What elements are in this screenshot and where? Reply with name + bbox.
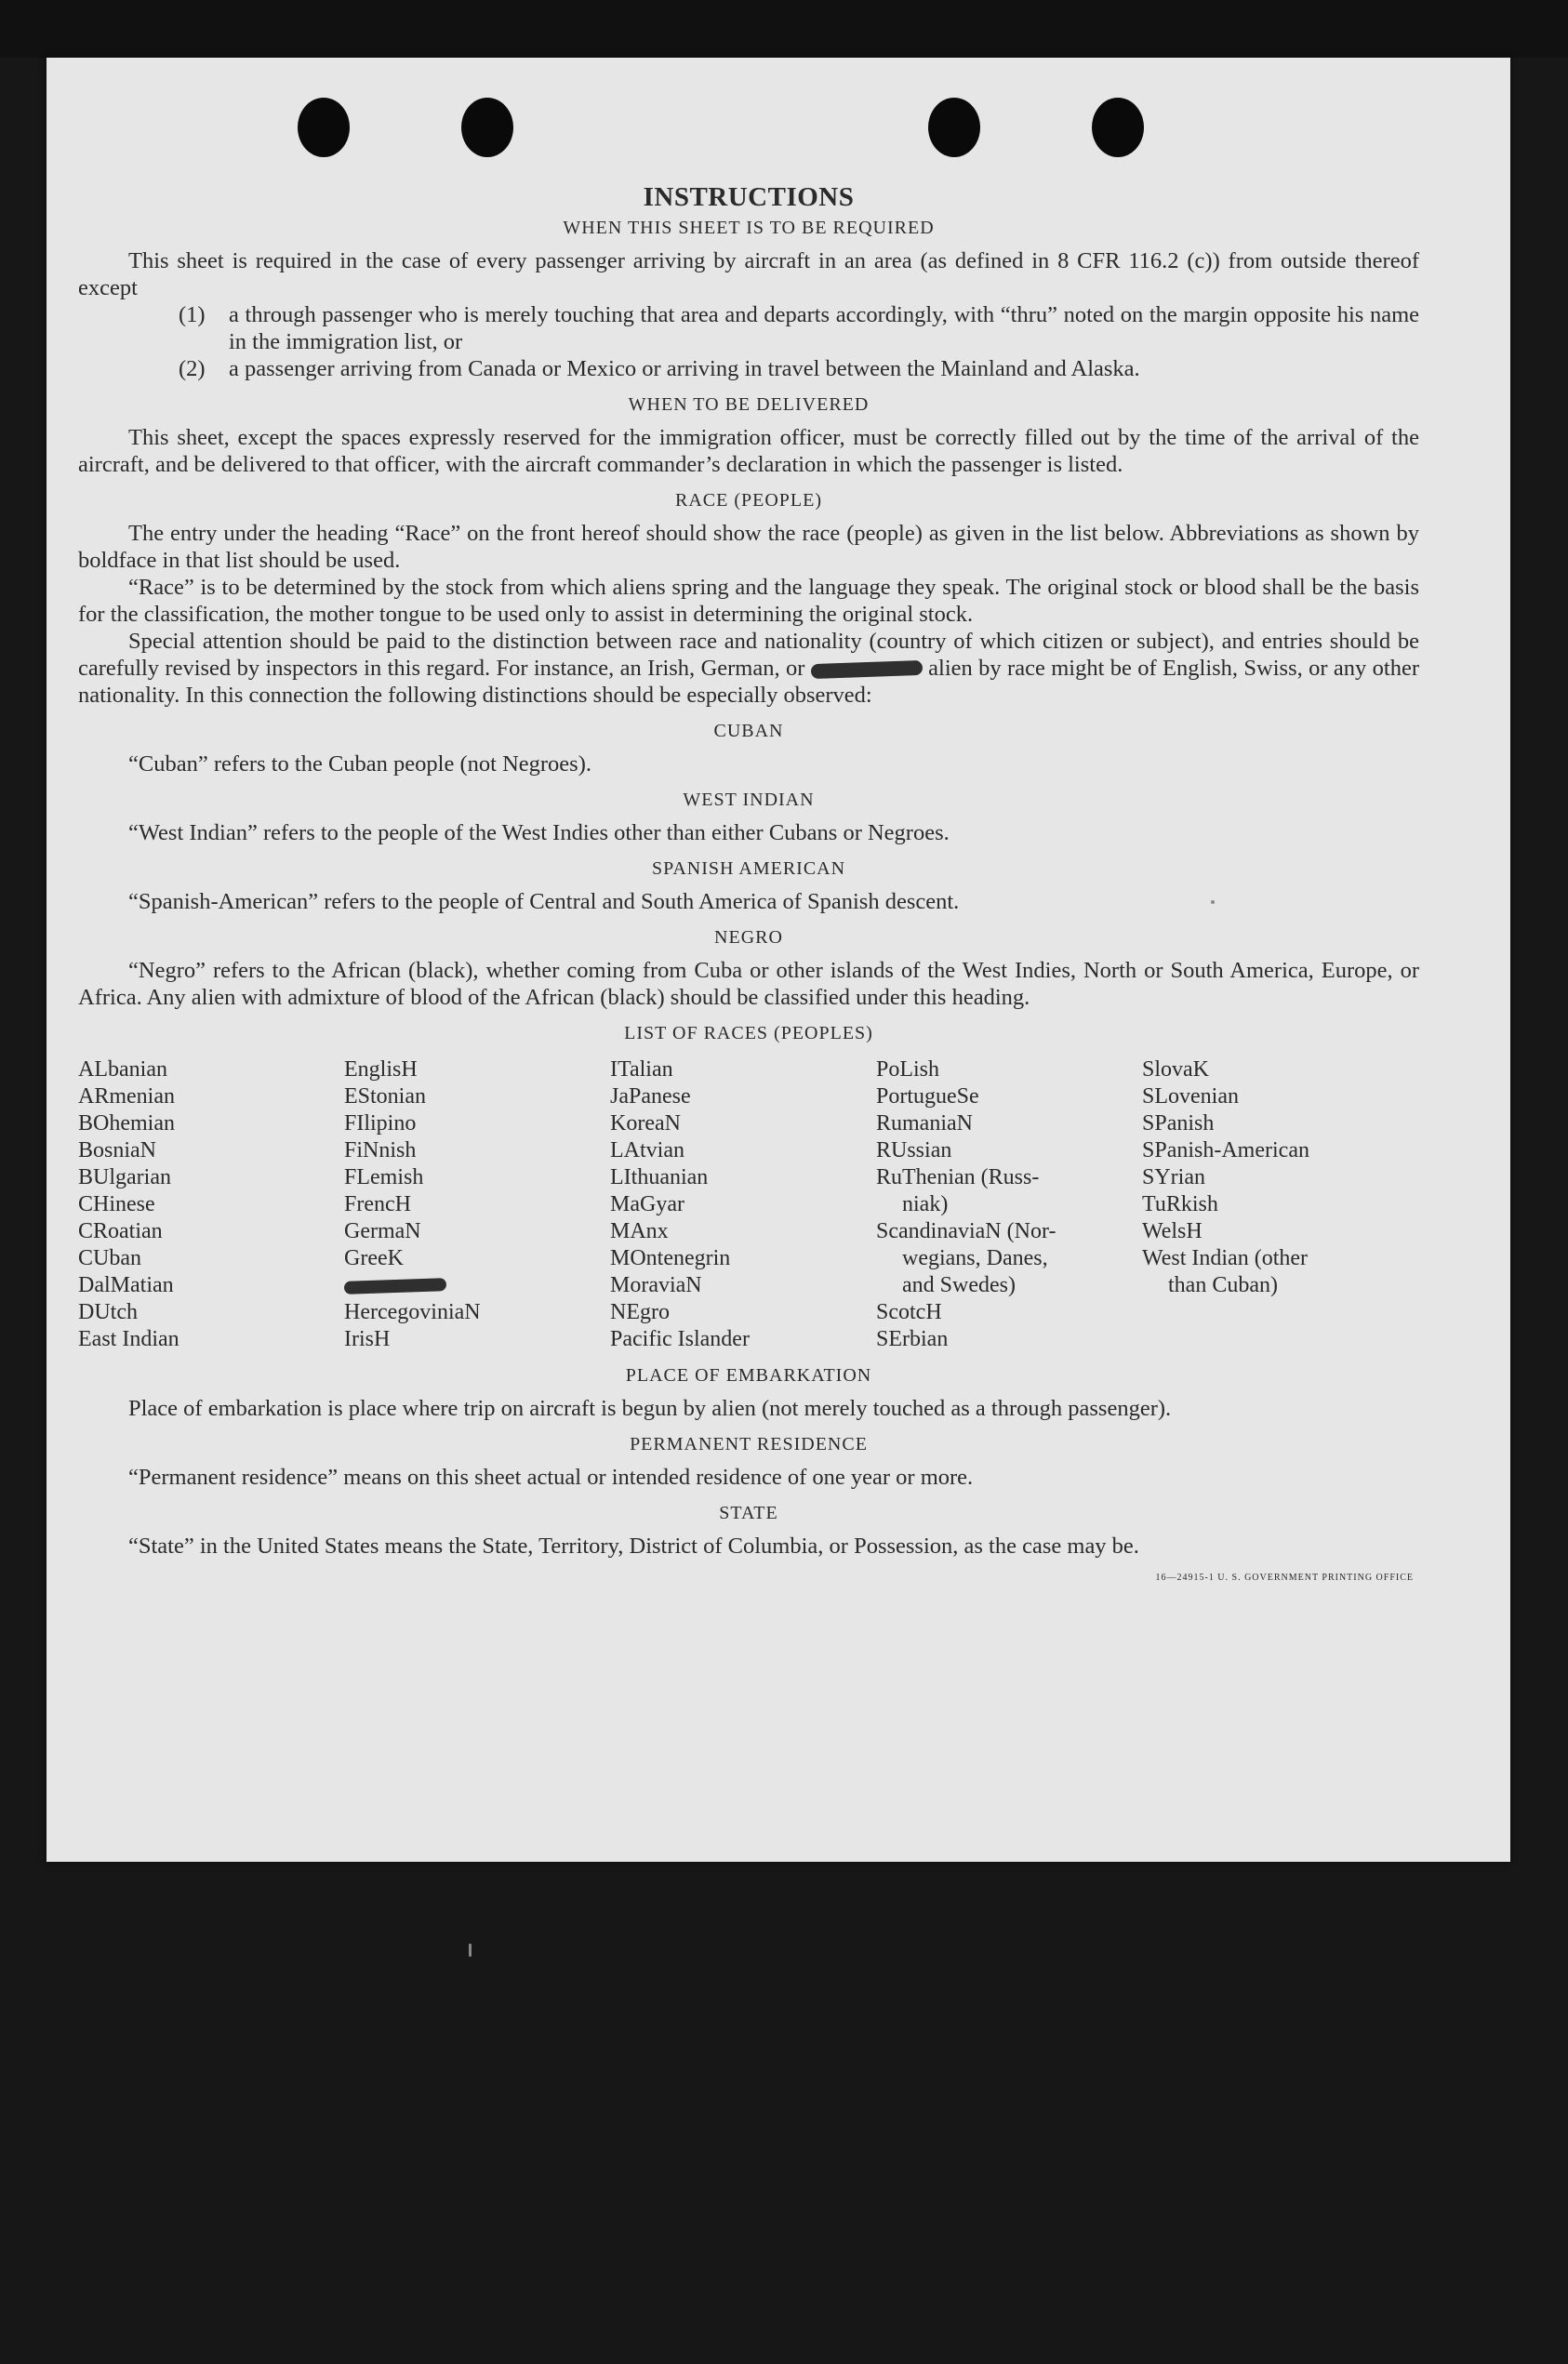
- race-entry: BOhemian: [78, 1111, 175, 1136]
- cuban-text: “Cuban” refers to the Cuban people (not Negroes).: [128, 751, 591, 777]
- race-entry-continued: wegians, Danes,: [902, 1246, 1048, 1270]
- race-entry-continued: than Cuban): [1168, 1273, 1278, 1297]
- race-entry: FIlipino: [344, 1111, 417, 1136]
- section-heading-embarkation: PLACE OF EMBARKATION: [625, 1365, 872, 1386]
- race-entry: KoreaN: [610, 1111, 681, 1136]
- section-heading-race: RACE (PEOPLE): [675, 490, 822, 511]
- race-entry: SlovaK: [1142, 1057, 1209, 1082]
- exception-text: a through passenger who is merely touching that area and departs accordingly, with “thru” noted on the margin opposite his name in the immigration list, or: [229, 302, 1419, 354]
- race-entry: SYrian: [1142, 1165, 1205, 1189]
- races-column: [1142, 1056, 1419, 1353]
- state-text: “State” in the United States means the State, Territory, District of Columbia, or Possession, as the case may be.: [128, 1534, 1139, 1559]
- race-entry: ALbanian: [78, 1057, 167, 1082]
- race-entry: DalMatian: [78, 1273, 174, 1297]
- race-paragraph-3-start: Special attention should be paid to the distinction between race and nationality (country of which citizen or subject), and entries should be carefully revised by inspectors in this regard. For instance, an Irish, German, or: [78, 629, 1419, 681]
- exception-item: [78, 301, 1419, 355]
- race-entry: ScandinaviaN (Nor-: [876, 1219, 1056, 1243]
- race-entry: ITalian: [610, 1057, 673, 1082]
- race-entry-continued: and Swedes): [902, 1273, 1016, 1297]
- race-entry-continued: niak): [902, 1192, 949, 1216]
- race-entry: EStonian: [344, 1084, 426, 1109]
- section-heading-spanish-american: SPANISH AMERICAN: [651, 858, 846, 879]
- punch-hole: [1092, 98, 1144, 157]
- embarkation-text: Place of embarkation is place where trip on aircraft is begun by alien (not merely touched as a through passenger).: [128, 1396, 1172, 1421]
- section-heading-state: STATE: [719, 1503, 778, 1523]
- race-entry: RumaniaN: [876, 1111, 973, 1136]
- race-entry: BosniaN: [78, 1138, 156, 1162]
- race-entry: SErbian: [876, 1327, 949, 1351]
- section-heading-cuban: CUBAN: [713, 721, 784, 741]
- race-entry: PortugueSe: [876, 1084, 979, 1109]
- race-entry: GermaN: [344, 1219, 421, 1243]
- section-heading-west-indian: WEST INDIAN: [683, 790, 815, 810]
- section-heading-when-required: WHEN THIS SHEET IS TO BE REQUIRED: [563, 218, 935, 238]
- race-entry: FiNnish: [344, 1138, 417, 1162]
- redaction-mark: [344, 1279, 446, 1295]
- race-entry: MoraviaN: [610, 1273, 702, 1297]
- race-entry: TuRkish: [1142, 1192, 1218, 1216]
- race-entry: CHinese: [78, 1192, 155, 1216]
- race-entry: SPanish: [1142, 1111, 1215, 1136]
- exception-text: a passenger arriving from Canada or Mexico or arriving in travel between the Mainland and Alaska.: [229, 356, 1140, 381]
- negro-text: “Negro” refers to the African (black), whether coming from Cuba or other islands of the West Indies, North or South America, Europe, or Africa. Any alien with admixture of blood of the African (black) should be classified under this heading.: [78, 958, 1419, 1010]
- races-column: [610, 1056, 876, 1353]
- redaction-mark: [811, 660, 923, 679]
- exception-item: [78, 355, 1419, 382]
- race-entry: MAnx: [610, 1219, 669, 1243]
- race-entry: ARmenian: [78, 1084, 175, 1109]
- race-entry: ScotcH: [876, 1300, 942, 1324]
- scan-speck: [469, 1944, 472, 1957]
- race-paragraph-2: “Race” is to be determined by the stock from which aliens spring and the language they speak. The original stock or blood shall be the basis for the classification, the mother tongue to be used only to assist in determining the original stock.: [78, 575, 1419, 627]
- when-delivered-text: This sheet, except the spaces expressly reserved for the immigration officer, must be correctly filled out by the time of the arrival of the aircraft, and be delivered to that officer, with the aircraft commander’s declaration in which the passenger is listed.: [78, 425, 1419, 477]
- race-entry: LAtvian: [610, 1138, 684, 1162]
- race-entry: FrencH: [344, 1192, 411, 1216]
- races-column: [344, 1056, 610, 1353]
- state-footer-row: [78, 1533, 1419, 1560]
- race-entry: West Indian (other: [1142, 1246, 1309, 1270]
- document-page: [47, 58, 1510, 1862]
- race-entry: EnglisH: [344, 1057, 418, 1082]
- section-heading-residence: PERMANENT RESIDENCE: [630, 1434, 868, 1454]
- race-paragraph-3-end: alien by race might be of English, Swiss, or any other nationality. In this connection the following distinctions should be especially observed:: [78, 656, 1420, 708]
- when-required-intro: This sheet is required in the case of every passenger arriving by aircraft in an area (as defined in 8 CFR 116.2 (c)) from outside thereof except: [78, 248, 1419, 300]
- page-title: INSTRUCTIONS: [643, 182, 855, 212]
- race-entry: GreeK: [344, 1246, 404, 1270]
- race-entry: RuThenian (Russ-: [876, 1165, 1040, 1189]
- race-entry: LIthuanian: [610, 1165, 709, 1189]
- race-entry: IrisH: [344, 1327, 391, 1351]
- races-column: [876, 1056, 1142, 1353]
- race-entry: MaGyar: [610, 1192, 684, 1216]
- printer-row: [78, 1560, 1419, 1591]
- residence-text: “Permanent residence” means on this sheet actual or intended residence of one year or more.: [128, 1465, 974, 1490]
- west-indian-text: “West Indian” refers to the people of the West Indies other than either Cubans or Negroes.: [128, 820, 950, 845]
- race-paragraph-3: [78, 628, 1419, 709]
- race-entry: SPanish-American: [1142, 1138, 1309, 1162]
- race-entry: CRoatian: [78, 1219, 163, 1243]
- section-heading-when-delivered: WHEN TO BE DELIVERED: [628, 394, 870, 415]
- race-entry: SLovenian: [1142, 1084, 1239, 1109]
- race-entry: DUtch: [78, 1300, 138, 1324]
- scan-border: [0, 0, 1568, 58]
- race-entry: HercegoviniaN: [344, 1300, 481, 1324]
- punch-hole: [928, 98, 980, 157]
- spanish-american-text: “Spanish-American” refers to the people of Central and South America of Spanish descent.: [128, 889, 960, 914]
- race-entry: NEgro: [610, 1300, 670, 1324]
- race-entry: WelsH: [1142, 1219, 1203, 1243]
- punch-hole: [461, 98, 513, 157]
- race-paragraph-1: The entry under the heading “Race” on the front hereof should show the race (people) as given in the list below. Abbreviations as shown by boldface in that list should be used.: [78, 521, 1419, 573]
- race-entry: PoLish: [876, 1057, 940, 1082]
- race-entry-redacted: [344, 1272, 610, 1299]
- printer-mark: 16—24915-1 U. S. GOVERNMENT PRINTING OFFICE: [1155, 1573, 1414, 1583]
- race-entry: FLemish: [344, 1165, 424, 1189]
- race-entry: BUlgarian: [78, 1165, 171, 1189]
- race-entry: RUssian: [876, 1138, 952, 1162]
- exception-number: (2): [179, 356, 206, 381]
- scan-speck: [1211, 900, 1215, 904]
- race-entry: CUban: [78, 1246, 141, 1270]
- race-entry: JaPanese: [610, 1084, 691, 1109]
- exception-number: (1): [179, 302, 206, 327]
- section-heading-list-of-races: LIST OF RACES (PEOPLES): [624, 1023, 873, 1043]
- races-list: [78, 1056, 1419, 1353]
- section-heading-negro: NEGRO: [714, 927, 783, 948]
- races-column: [78, 1056, 344, 1353]
- race-entry: MOntenegrin: [610, 1246, 731, 1270]
- race-entry: East Indian: [78, 1327, 179, 1351]
- instructions-content: [78, 184, 1419, 1591]
- punch-hole: [298, 98, 350, 157]
- race-entry: Pacific Islander: [610, 1327, 750, 1351]
